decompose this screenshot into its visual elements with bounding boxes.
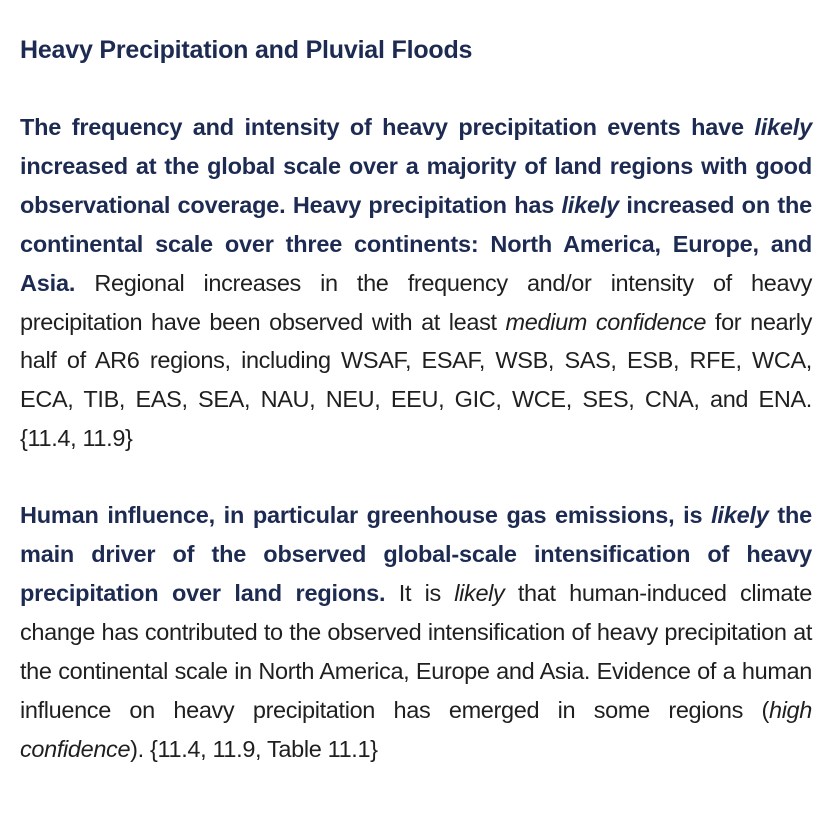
key-finding-text: The frequency and intensity of heavy precipitation events have	[20, 114, 755, 140]
body-text: ). {11.4, 11.9, Table 11.1}	[130, 735, 378, 762]
confidence-term: medium confidence	[505, 308, 707, 335]
body-text: It is	[385, 579, 455, 606]
body-text: Regional increases in the frequency and/or intensity of heavy precipitation have been observed with at least	[20, 269, 812, 335]
key-finding-text: increased at the global scale over a majority of land regions with good observational coverage. Heavy precipitation has	[20, 152, 812, 218]
paragraph-attribution	[20, 496, 812, 768]
likelihood-term: likely	[711, 502, 769, 529]
document-page	[20, 30, 812, 769]
likelihood-term: likely	[754, 114, 812, 140]
key-finding-text: Human influence, in particular greenhouse gas emissions, is	[20, 502, 712, 529]
paragraph-observed-changes	[20, 108, 812, 458]
key-finding-text: the main driver of the observed global-scale intensification of heavy precipitation over land regions.	[20, 502, 812, 606]
body-text: for nearly half of AR6 regions, including WSAF, ESAF, WSB, SAS, ESB, RFE, WCA, ECA, TIB, EAS, SEA, NAU, NEU, EEU, GIC, WCE, SES, CNA, and ENA. {11.4, 11.9}	[20, 308, 813, 452]
likelihood-term: likely	[454, 579, 505, 606]
section-title: Heavy Precipitation and Pluvial Floods	[20, 36, 473, 64]
confidence-term: high confidence	[20, 696, 812, 762]
likelihood-term: likely	[561, 191, 620, 218]
body-text: that human-induced climate change has contributed to the observed intensification of heavy precipitation at the continental scale in North America, Europe and Asia. Evidence of a human influence on heavy precipitation has emerged in some regions (	[20, 579, 812, 723]
key-finding-text: increased on the continental scale over three continents: North America, Europe, and Asia.	[20, 191, 812, 296]
